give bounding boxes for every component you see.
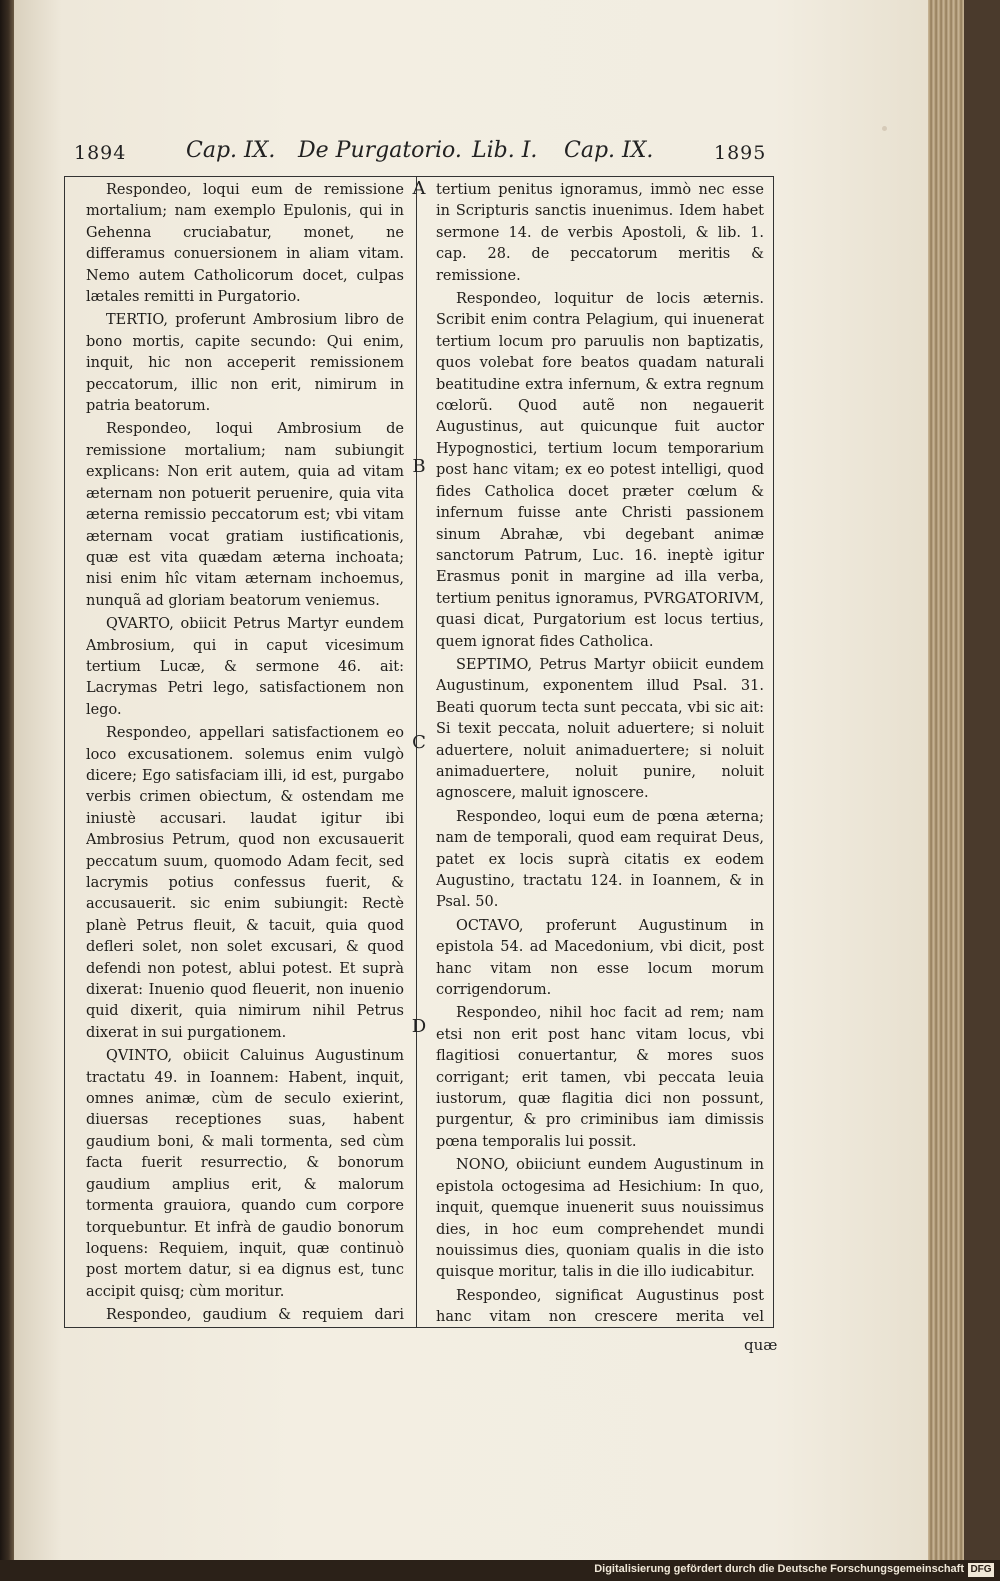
gutter-letter-d: D [411, 1016, 427, 1037]
paragraph: Respondeo, loquitur de locis æternis. Scribit enim contra Pelagium, qui inuenerat tertium locum pro paruulis non baptizatis, quos volebat fore beatos quadam naturali beatitudine extra infernum, & extra regnum cœlorũ. Quod autẽ non negauerit Augustinus, aut quicunque fuit auctor Hypognostici, tertium locum temporarium post hanc vitam; ex eo potest intelligi, quod fides Catholica docet præter cœlum & infernum fuisse ante Christi passionem sinum Abrahæ, vbi degebant animæ sanctorum Patrum, Luc. 16. ineptè igitur Erasmus ponit in margine ad illa verba, tertium penitus ignoramus, PVRGATORIVM, quasi dicat, Purgatorium est locus tertius, quem ignorat fides Catholica. [436, 291, 764, 650]
paragraph: Respondeo, gaudium & requiem dari [106, 1307, 404, 1324]
paragraph: Respondeo, loqui eum de remissione mortalium; nam exemplo Epulonis, qui in Gehenna cruciabatur, monet, ne differamus conuersionem in aliam vitam. Nemo autem Catholicorum docet, culpas lætales remitti in Purgatorio. [86, 182, 404, 306]
paragraph: Respondeo, significat Augustinus post hanc vitam non crescere merita vel [436, 1287, 764, 1326]
gutter-letter-b: B [412, 456, 426, 477]
right-column [436, 180, 764, 1326]
page-fore-edge [928, 0, 964, 1560]
chapter-label-right: Cap. IX. [564, 138, 654, 163]
paragraph: NONO, obiiciunt eundem Augustinum in epistola octogesima ad Hesichium: In quo, inquit, quemque inuenerit suus nouissimus dies, in hoc eum comprehendet mundi nouissimus dies, quoniam qualis in die isto quisque moritur, talis in die illo iudicabitur. [436, 1157, 764, 1281]
paragraph: Respondeo, appellari satisfactionem eo loco excusationem. solemus enim vulgò dicere; Ego satisfaciam illi, id est, purgabo verbis crimen obiectum, & ostendam me iniustè accusari. laudat igitur ibi Ambrosius Petrum, quod non excusauerit peccatum suum, quomodo Adam fecit, sed lacrymis potius confessus fuerit, & accusauerit. sic enim subiungit: Rectè planè Petrus fleuit, & tacuit, quia quod defleri solet, non solet excusari, & quod defendi non potest, ablui potest. Et suprà dixerat: Inuenio quod fleuerit, non inuenio quid dixerit, quia nimirum nihil Petrus dixerat in sui purgationem. [86, 725, 404, 1041]
header-title: De Purgatorio. [298, 138, 462, 163]
paragraph: OCTAVO, proferunt Augustinum in epistola 54. ad Macedonium, vbi dicit, post hanc vitam non esse locum morum corrigendorum. [436, 917, 764, 999]
gutter-letter-c: C [412, 732, 426, 753]
paragraph: Respondeo, nihil hoc facit ad rem; nam etsi non erit post hanc vitam locus, vbi flagitiosi conuertantur, & mores suos corrigant; erit tamen, vbi peccata leuia iustorum, quæ flagitia dici non possunt, purgentur, & pro criminibus iam dimissis pœna temporalis lui possit. [436, 1005, 764, 1150]
paragraph: Respondeo, loqui Ambrosium de remissione mortalium; nam subiungit explicans: Non erit autem, quia ad vitam æternam non potuerit peruenire, quia vita æterna remissio peccatorum est; vbi vitam æternam vocat gratiam iustificationis, quæ est vita quædam æterna inchoata; nisi enim hîc vitam æternam inchoemus, nunquã ad gloriam beatorum veniemus. [86, 421, 404, 609]
book-label: Lib. I. [472, 138, 538, 163]
digitization-credit: Digitalisierung gefördert durch die Deutsche Forschungsgemeinschaft [594, 1563, 964, 1575]
left-column [86, 180, 404, 1326]
paragraph: tertium penitus ignoramus, immò nec esse in Scripturis sanctis inuenimus. Idem habet sermone 14. de verbis Apostoli, & lib. 1. cap. 28. de peccatorum meritis & remissione. [436, 182, 764, 284]
paragraph: SEPTIMO, Petrus Martyr obiicit eundem Augustinum, exponentem illud Psal. 31. Beati quorum tecta sunt peccata, vbi sic ait: Si texit peccata, noluit aduertere; si noluit aduertere, noluit animaduertere; si noluit animaduertere, noluit punire, noluit agnoscere, maluit ignoscere. [436, 656, 764, 802]
page-number-left: 1894 [74, 142, 127, 164]
gutter-letter-a: A [412, 178, 426, 199]
catchword: quæ [744, 1336, 778, 1354]
running-header [74, 136, 767, 170]
book-binding-edge [0, 0, 14, 1581]
chapter-label-left: Cap. IX. [186, 138, 276, 163]
page-number-right: 1895 [714, 142, 767, 164]
ink-spot [882, 126, 887, 131]
paragraph: TERTIO, proferunt Ambrosium libro de bono mortis, capite secundo: Qui enim, inquit, hic non acceperit remissionem peccatorum, illic non erit, nimirum in patria beatorum. [86, 312, 404, 415]
paragraph: QVINTO, obiicit Caluinus Augustinum tractatu 49. in Ioannem: Habent, inquit, omnes animæ, cùm de seculo exierint, diuersas receptiones suas, habent gaudium boni, & mali tormenta, sed cùm facta fuerit resurrectio, & bonorum gaudium amplius erit, & malorum tormenta grauiora, quando cum corpore torquebuntur. Et infrà de gaudio bonorum loquens: Requiem, inquit, quæ continuò post mortem datur, si ea dignus est, tunc accipit quisq; cùm moritur. [86, 1048, 404, 1300]
paragraph: QVARTO, obiicit Petrus Martyr eundem Ambrosium, qui in caput vicesimum tertium Lucæ, & sermone 46. ait: Lacrymas Petri lego, satisfactionem non lego. [86, 616, 404, 718]
paragraph: Respondeo, loqui eum de pœna æterna; nam de temporali, quod eam requirat Deus, patet ex locis suprà citatis ex eodem Augustino, tractatu 124. in Ioannem, & in Psal. 50. [436, 808, 764, 911]
dfg-logo: DFG [968, 1563, 994, 1577]
